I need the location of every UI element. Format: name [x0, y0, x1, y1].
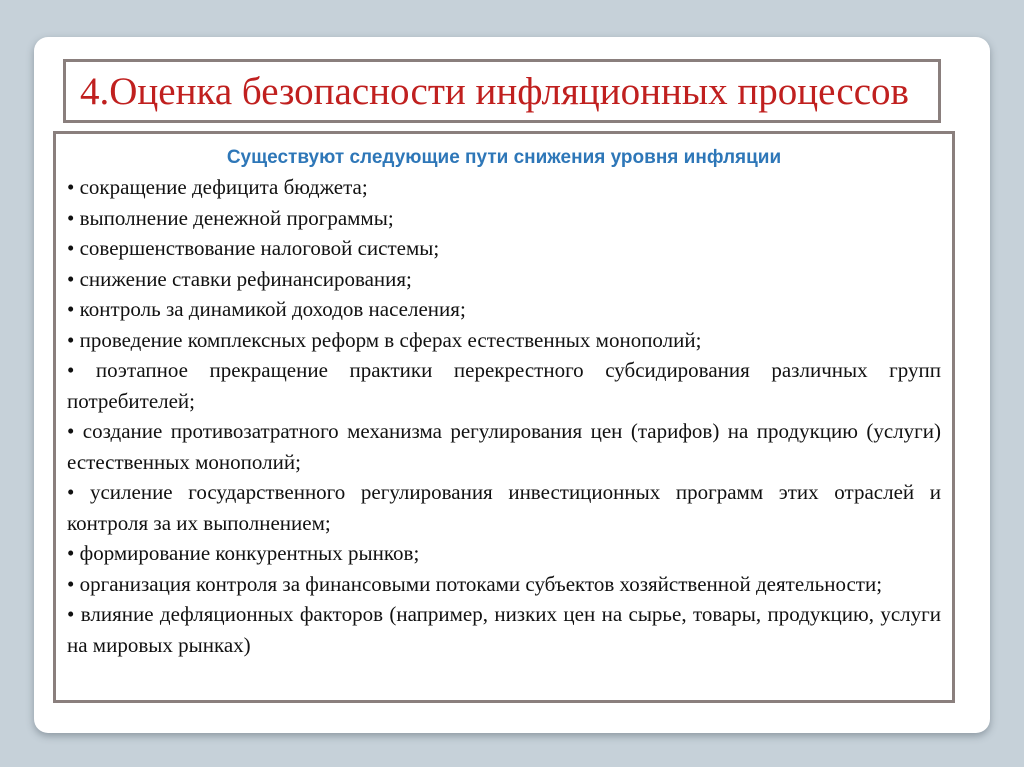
list-item: • снижение ставки рефинансирования; [67, 266, 412, 291]
list-item: • формирование конкурентных рынков; [67, 541, 420, 565]
list-item: • совершенствование налоговой системы; [67, 236, 440, 260]
slide-title-box [63, 59, 941, 123]
list-item: • усиление государственного регулирования инвестиционных программ этих отраслей и контроля за их выполнением; [67, 480, 941, 535]
list-item: • контроль за динамикой доходов населения; [67, 297, 466, 321]
list-item: • влияние дефляционных факторов (например, низких цен на сырье, товары, продукцию, услуги на мировых рынках) [67, 602, 941, 657]
list-item: • проведение комплексных реформ в сферах естественных монополий; [67, 327, 702, 352]
content-box [53, 131, 955, 703]
content-heading: Существуют следующие пути снижения уровня инфляции [226, 147, 782, 168]
list-item: • поэтапное прекращение практики перекрестного субсидирования различных групп потребителей; [67, 358, 941, 413]
list-item: • организация контроля за финансовыми потоками субъектов хозяйственной деятельности; [67, 571, 883, 596]
list-item: • создание противозатратного механизма регулирования цен (тарифов) на продукцию (услуги) естественных монополий; [67, 419, 941, 474]
list-item: • выполнение денежной программы; [67, 205, 394, 230]
list-item: • сокращение дефицита бюджета; [67, 175, 368, 199]
slide-title: 4.Оценка безопасности инфляционных процессов [80, 69, 909, 113]
measures-list [67, 172, 941, 660]
